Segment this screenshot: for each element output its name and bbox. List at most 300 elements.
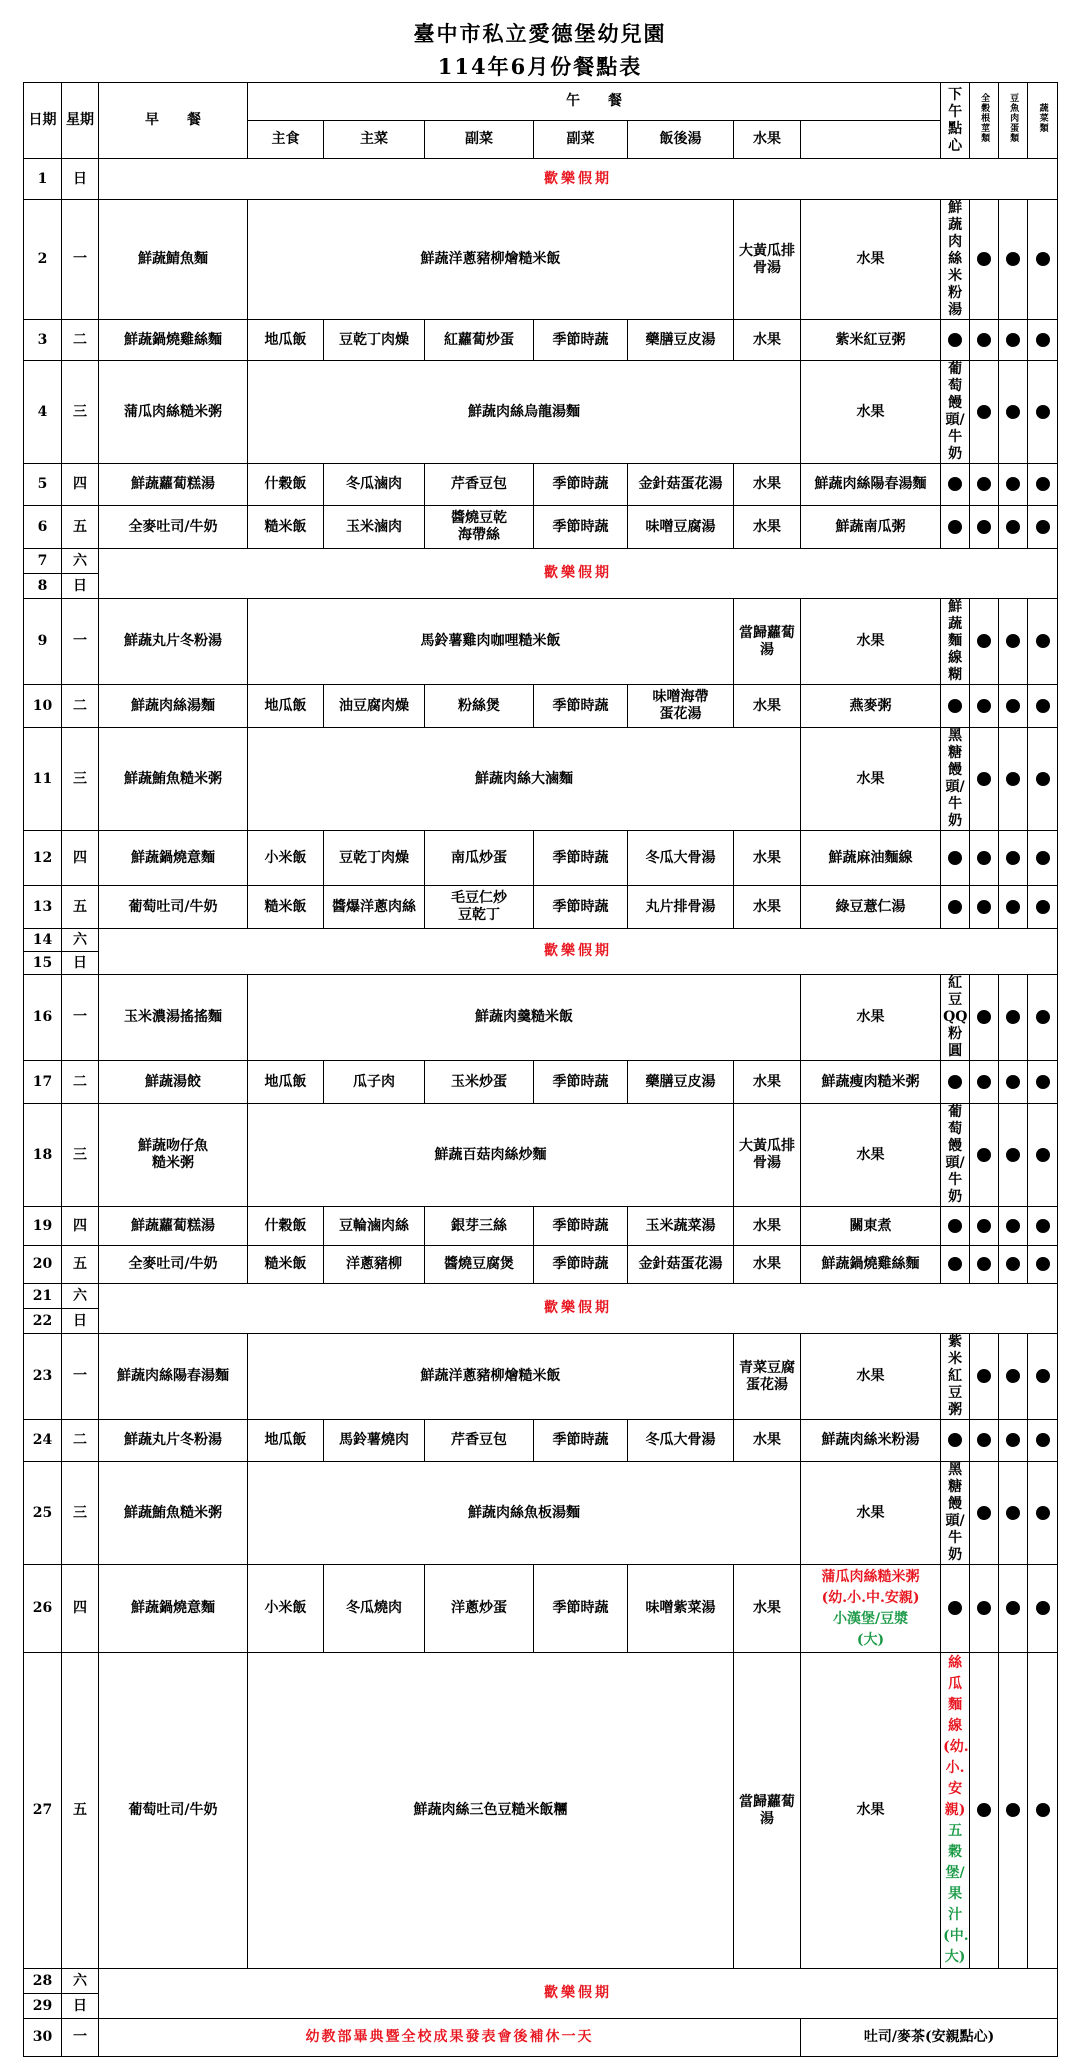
date-cell: 28	[24, 1969, 62, 1994]
food-group-dot	[1028, 1653, 1058, 1969]
food-group-dot	[999, 1653, 1028, 1969]
fruit-cell: 水果	[734, 1565, 801, 1653]
breakfast-cell: 蒲瓜肉絲糙米粥	[99, 361, 248, 464]
weekday-cell: 三	[62, 728, 99, 831]
snack-cell: 鮮蔬瘦肉糙米粥	[801, 1061, 941, 1104]
holiday-banner: 歡樂假期	[99, 1284, 1058, 1334]
food-group-dot	[970, 320, 999, 361]
food-group-dot	[1028, 320, 1058, 361]
snack-cell: 鮮蔬肉絲米粉湯	[941, 200, 970, 320]
lunch-combined-cell: 鮮蔬百菇肉絲炒麵	[248, 1104, 734, 1207]
date-cell: 24	[24, 1420, 62, 1462]
weekday-cell: 三	[62, 361, 99, 464]
food-group-dot	[970, 728, 999, 831]
food-group-dot	[999, 886, 1028, 929]
breakfast-cell: 鮮蔬丸片冬粉湯	[99, 599, 248, 685]
date-cell: 4	[24, 361, 62, 464]
fruit-cell: 水果	[734, 506, 801, 549]
header-breakfast: 早 餐	[99, 83, 248, 159]
header-weekday: 星期	[62, 83, 99, 159]
food-group-dot	[970, 599, 999, 685]
main-dish-cell: 冬瓜燒肉	[324, 1565, 425, 1653]
side-dish-cell: 毛豆仁炒 豆乾丁	[425, 886, 534, 929]
weekday-cell: 四	[62, 464, 99, 506]
food-group-dot	[1028, 1565, 1058, 1653]
snack-cell: 絲瓜麵線 (幼.小.安親) 五穀堡/果汁 (中.大)	[941, 1653, 970, 1969]
food-group-dot	[999, 599, 1028, 685]
header-snack: 下午點心	[941, 83, 970, 159]
table-row	[24, 159, 1058, 200]
snack-cell: 紫米紅豆粥	[801, 320, 941, 361]
food-group-dot	[970, 886, 999, 929]
food-group-dot	[970, 1246, 999, 1284]
date-cell: 30	[24, 2019, 62, 2057]
weekday-cell: 一	[62, 599, 99, 685]
snack-cell: 紅豆QQ粉圓	[941, 975, 970, 1061]
soup-cell: 味噌海帶 蛋花湯	[628, 685, 734, 728]
date-cell: 11	[24, 728, 62, 831]
snack-cell: 吐司/麥茶(安親點心)	[801, 2019, 1058, 2057]
fruit-cell: 水果	[801, 1462, 941, 1565]
food-group-dot	[999, 1334, 1028, 1420]
fruit-cell: 水果	[801, 1653, 941, 1969]
page-title: 臺中市私立愛德堡幼兒園	[413, 21, 667, 46]
header-side1: 副菜	[425, 121, 534, 159]
table-row	[24, 464, 1058, 506]
table-row	[24, 1653, 1058, 1969]
weekday-cell: 六	[62, 929, 99, 952]
fruit-cell: 水果	[734, 1207, 801, 1246]
main-dish-cell: 豆輪滷肉絲	[324, 1207, 425, 1246]
food-group-dot	[970, 506, 999, 549]
food-group-dot	[970, 685, 999, 728]
lunch-combined-cell: 鮮蔬洋蔥豬柳燴糙米飯	[248, 1334, 734, 1420]
side-dish-cell: 醬燒豆乾 海帶絲	[425, 506, 534, 549]
food-group-dot	[970, 975, 999, 1061]
fruit-cell: 水果	[734, 1246, 801, 1284]
main-dish-cell: 馬鈴薯燒肉	[324, 1420, 425, 1462]
soup-cell: 冬瓜大骨湯	[628, 1420, 734, 1462]
snack-cell: 鮮蔬肉絲陽春湯麵	[801, 464, 941, 506]
food-group-dot	[999, 1104, 1028, 1207]
food-group-dot	[999, 1207, 1028, 1246]
food-group-dot	[941, 506, 970, 549]
holiday-banner: 歡樂假期	[99, 549, 1058, 599]
food-group-dot	[1028, 886, 1058, 929]
side-dish-cell: 季節時蔬	[534, 464, 628, 506]
holiday-banner: 歡樂假期	[99, 159, 1058, 200]
table-row	[24, 549, 1058, 574]
fruit-cell: 水果	[734, 831, 801, 886]
table-row	[24, 1420, 1058, 1462]
weekday-cell: 日	[62, 1994, 99, 2019]
table-row	[24, 599, 1058, 685]
side-dish-cell: 南瓜炒蛋	[425, 831, 534, 886]
food-group-dot	[1028, 831, 1058, 886]
lunch-combined-cell: 馬鈴薯雞肉咖哩糙米飯	[248, 599, 734, 685]
food-group-dot	[941, 464, 970, 506]
breakfast-cell: 鮮蔬丸片冬粉湯	[99, 1420, 248, 1462]
food-group-dot	[941, 685, 970, 728]
date-cell: 2	[24, 200, 62, 320]
food-group-dot	[999, 1246, 1028, 1284]
soup-cell: 味噌豆腐湯	[628, 506, 734, 549]
fruit-cell: 水果	[734, 1061, 801, 1104]
weekday-cell: 二	[62, 1061, 99, 1104]
food-group-dot	[970, 361, 999, 464]
weekday-cell: 六	[62, 1969, 99, 1994]
food-group-dot	[1028, 599, 1058, 685]
main-dish-cell: 洋蔥豬柳	[324, 1246, 425, 1284]
food-group-dot	[970, 831, 999, 886]
food-group-dot	[970, 1334, 999, 1420]
side-dish-cell: 紅蘿蔔炒蛋	[425, 320, 534, 361]
staple-cell: 地瓜飯	[248, 1420, 324, 1462]
food-group-dot	[941, 886, 970, 929]
food-group-dot	[1028, 1104, 1058, 1207]
date-cell: 25	[24, 1462, 62, 1565]
weekday-cell: 五	[62, 506, 99, 549]
date-cell: 20	[24, 1246, 62, 1284]
date-cell: 1	[24, 159, 62, 200]
main-dish-cell: 醬爆洋蔥肉絲	[324, 886, 425, 929]
food-group-dot	[970, 1420, 999, 1462]
table-row	[24, 1284, 1058, 1309]
date-cell: 5	[24, 464, 62, 506]
fruit-cell: 水果	[801, 599, 941, 685]
table-row	[24, 506, 1058, 549]
food-group-dot	[970, 200, 999, 320]
main-dish-cell: 豆乾丁肉燥	[324, 831, 425, 886]
date-cell: 22	[24, 1309, 62, 1334]
breakfast-cell: 鮮蔬吻仔魚 糙米粥	[99, 1104, 248, 1207]
fruit-cell: 水果	[734, 320, 801, 361]
snack-cell: 鮮蔬鍋燒雞絲麵	[801, 1246, 941, 1284]
food-group-dot	[999, 320, 1028, 361]
food-group-dot	[1028, 464, 1058, 506]
breakfast-cell: 鮮蔬肉絲陽春湯麵	[99, 1334, 248, 1420]
holiday-banner: 歡樂假期	[99, 1969, 1058, 2019]
weekday-cell: 日	[62, 159, 99, 200]
date-cell: 6	[24, 506, 62, 549]
food-group-dot	[999, 1061, 1028, 1104]
weekday-cell: 五	[62, 1246, 99, 1284]
food-group-dot	[941, 1207, 970, 1246]
side-dish-cell: 季節時蔬	[534, 506, 628, 549]
main-dish-cell: 瓜子肉	[324, 1061, 425, 1104]
side-dish-cell: 季節時蔬	[534, 1061, 628, 1104]
staple-cell: 小米飯	[248, 831, 324, 886]
fruit-cell: 水果	[801, 1104, 941, 1207]
breakfast-cell: 鮮蔬鍋燒雞絲麵	[99, 320, 248, 361]
weekday-cell: 日	[62, 1309, 99, 1334]
header-side2: 副菜	[534, 121, 628, 159]
food-group-dot	[999, 975, 1028, 1061]
side-dish-cell: 季節時蔬	[534, 320, 628, 361]
lunch-combined-cell: 鮮蔬肉絲大滷麵	[248, 728, 801, 831]
header-cat-vegetables: 蔬菜類	[1028, 83, 1058, 159]
table-row	[24, 831, 1058, 886]
snack-cell: 關東煮	[801, 1207, 941, 1246]
date-cell: 9	[24, 599, 62, 685]
side-dish-cell: 季節時蔬	[534, 1246, 628, 1284]
soup-cell: 當歸蘿蔔湯	[734, 1653, 801, 1969]
table-row	[24, 361, 1058, 464]
table-row	[24, 1462, 1058, 1565]
table-row	[24, 2019, 1058, 2057]
food-group-dot	[999, 506, 1028, 549]
food-group-dot	[941, 1420, 970, 1462]
food-group-dot	[970, 1104, 999, 1207]
soup-cell: 青菜豆腐 蛋花湯	[734, 1334, 801, 1420]
side-dish-cell: 銀芽三絲	[425, 1207, 534, 1246]
food-group-dot	[1028, 1420, 1058, 1462]
breakfast-cell: 鮮蔬肉絲湯麵	[99, 685, 248, 728]
fruit-cell: 水果	[734, 464, 801, 506]
weekday-cell: 四	[62, 1565, 99, 1653]
weekday-cell: 四	[62, 1207, 99, 1246]
food-group-dot	[1028, 506, 1058, 549]
date-cell: 8	[24, 574, 62, 599]
soup-cell: 大黃瓜排骨湯	[734, 200, 801, 320]
soup-cell: 大黃瓜排骨湯	[734, 1104, 801, 1207]
breakfast-cell: 鮮蔬湯餃	[99, 1061, 248, 1104]
soup-cell: 藥膳豆皮湯	[628, 1061, 734, 1104]
breakfast-cell: 鮮蔬蘿蔔糕湯	[99, 464, 248, 506]
side-dish-cell: 季節時蔬	[534, 1207, 628, 1246]
header-date: 日期	[24, 83, 62, 159]
fruit-cell: 水果	[801, 200, 941, 320]
weekday-cell: 二	[62, 1420, 99, 1462]
food-group-dot	[1028, 728, 1058, 831]
date-cell: 10	[24, 685, 62, 728]
food-group-dot	[970, 1207, 999, 1246]
side-dish-cell: 洋蔥炒蛋	[425, 1565, 534, 1653]
staple-cell: 什穀飯	[248, 1207, 324, 1246]
staple-cell: 地瓜飯	[248, 320, 324, 361]
lunch-combined-cell: 鮮蔬洋蔥豬柳燴糙米飯	[248, 200, 734, 320]
date-cell: 21	[24, 1284, 62, 1309]
fruit-cell: 水果	[801, 1334, 941, 1420]
table-row	[24, 929, 1058, 952]
food-group-dot	[999, 728, 1028, 831]
main-dish-cell: 玉米滷肉	[324, 506, 425, 549]
weekday-cell: 日	[62, 952, 99, 975]
header-staple: 主食	[248, 121, 324, 159]
table-row	[24, 886, 1058, 929]
date-cell: 26	[24, 1565, 62, 1653]
side-dish-cell: 季節時蔬	[534, 1565, 628, 1653]
date-cell: 7	[24, 549, 62, 574]
fruit-cell: 水果	[801, 361, 941, 464]
staple-cell: 地瓜飯	[248, 1061, 324, 1104]
food-group-dot	[1028, 1246, 1058, 1284]
page-subtitle: 114年6月份餐點表	[437, 54, 643, 79]
food-group-dot	[941, 1565, 970, 1653]
soup-cell: 味噌紫菜湯	[628, 1565, 734, 1653]
weekday-cell: 三	[62, 1104, 99, 1207]
meal-table	[23, 82, 1058, 2057]
food-group-dot	[941, 1061, 970, 1104]
header-cat-protein: 豆魚肉蛋類	[999, 83, 1028, 159]
weekday-cell: 日	[62, 574, 99, 599]
date-cell: 23	[24, 1334, 62, 1420]
soup-cell: 當歸蘿蔔湯	[734, 599, 801, 685]
table-row	[24, 1565, 1058, 1653]
snack-cell: 綠豆薏仁湯	[801, 886, 941, 929]
fruit-cell: 水果	[734, 685, 801, 728]
header-soup: 飯後湯	[628, 121, 734, 159]
staple-cell: 糙米飯	[248, 886, 324, 929]
header-lunch: 午 餐	[248, 83, 941, 121]
food-group-dot	[1028, 1462, 1058, 1565]
food-group-dot	[941, 320, 970, 361]
food-group-dot	[999, 464, 1028, 506]
snack-cell: 黑糖饅頭/牛奶	[941, 1462, 970, 1565]
date-cell: 12	[24, 831, 62, 886]
food-group-dot	[970, 1061, 999, 1104]
side-dish-cell: 玉米炒蛋	[425, 1061, 534, 1104]
staple-cell: 糙米飯	[248, 1246, 324, 1284]
breakfast-cell: 全麥吐司/牛奶	[99, 1246, 248, 1284]
staple-cell: 什穀飯	[248, 464, 324, 506]
weekday-cell: 六	[62, 1284, 99, 1309]
food-group-dot	[1028, 975, 1058, 1061]
breakfast-cell: 葡萄吐司/牛奶	[99, 886, 248, 929]
weekday-cell: 一	[62, 1334, 99, 1420]
fruit-cell: 水果	[734, 886, 801, 929]
food-group-dot	[1028, 200, 1058, 320]
header-fruit: 水果	[734, 121, 801, 159]
soup-cell: 玉米蔬菜湯	[628, 1207, 734, 1246]
breakfast-cell: 全麥吐司/牛奶	[99, 506, 248, 549]
snack-cell: 鮮蔬肉絲米粉湯	[801, 1420, 941, 1462]
snack-cell: 葡萄饅頭/牛奶	[941, 1104, 970, 1207]
side-dish-cell: 芹香豆包	[425, 464, 534, 506]
side-dish-cell: 季節時蔬	[534, 685, 628, 728]
weekday-cell: 四	[62, 831, 99, 886]
main-dish-cell: 油豆腐肉燥	[324, 685, 425, 728]
soup-cell: 丸片排骨湯	[628, 886, 734, 929]
breakfast-cell: 鮮蔬蘿蔔糕湯	[99, 1207, 248, 1246]
date-cell: 13	[24, 886, 62, 929]
weekday-cell: 五	[62, 1653, 99, 1969]
breakfast-cell: 鮮蔬鍋燒意麵	[99, 1565, 248, 1653]
weekday-cell: 三	[62, 1462, 99, 1565]
staple-cell: 小米飯	[248, 1565, 324, 1653]
snack-cell: 紫米紅豆粥	[941, 1334, 970, 1420]
breakfast-cell: 葡萄吐司/牛奶	[99, 1653, 248, 1969]
soup-cell: 藥膳豆皮湯	[628, 320, 734, 361]
snack-cell: 黑糖饅頭/牛奶	[941, 728, 970, 831]
lunch-combined-cell: 鮮蔬肉絲烏龍湯麵	[248, 361, 801, 464]
food-group-dot	[1028, 1334, 1058, 1420]
date-cell: 16	[24, 975, 62, 1061]
table-row	[24, 1207, 1058, 1246]
staple-cell: 糙米飯	[248, 506, 324, 549]
snack-cell: 蒲瓜肉絲糙米粥 (幼.小.中.安親) 小漢堡/豆漿 (大)	[801, 1565, 941, 1653]
fruit-cell: 水果	[801, 975, 941, 1061]
food-group-dot	[1028, 685, 1058, 728]
food-group-dot	[1028, 361, 1058, 464]
breakfast-cell: 鮮蔬鯖魚麵	[99, 200, 248, 320]
side-dish-cell: 粉絲煲	[425, 685, 534, 728]
date-cell: 14	[24, 929, 62, 952]
table-row	[24, 975, 1058, 1061]
date-cell: 29	[24, 1994, 62, 2019]
lunch-combined-cell: 鮮蔬肉絲三色豆糙米飯糰	[248, 1653, 734, 1969]
food-group-dot	[970, 1565, 999, 1653]
food-group-dot	[970, 1462, 999, 1565]
soup-cell: 金針菇蛋花湯	[628, 1246, 734, 1284]
food-group-dot	[999, 1462, 1028, 1565]
table-row	[24, 1246, 1058, 1284]
side-dish-cell: 芹香豆包	[425, 1420, 534, 1462]
breakfast-cell: 玉米濃湯搖搖麵	[99, 975, 248, 1061]
weekday-cell: 一	[62, 2019, 99, 2057]
date-cell: 27	[24, 1653, 62, 1969]
side-dish-cell: 季節時蔬	[534, 886, 628, 929]
weekday-cell: 六	[62, 549, 99, 574]
weekday-cell: 二	[62, 320, 99, 361]
staple-cell: 地瓜飯	[248, 685, 324, 728]
lunch-combined-cell: 鮮蔬肉絲魚板湯麵	[248, 1462, 801, 1565]
food-group-dot	[999, 1565, 1028, 1653]
food-group-dot	[999, 1420, 1028, 1462]
table-row	[24, 200, 1058, 320]
lunch-combined-cell: 鮮蔬肉羹糙米飯	[248, 975, 801, 1061]
snack-cell: 葡萄饅頭/牛奶	[941, 361, 970, 464]
date-cell: 17	[24, 1061, 62, 1104]
table-row	[24, 1104, 1058, 1207]
date-cell: 3	[24, 320, 62, 361]
date-cell: 15	[24, 952, 62, 975]
breakfast-cell: 鮮蔬鮪魚糙米粥	[99, 1462, 248, 1565]
food-group-dot	[999, 361, 1028, 464]
table-row	[24, 1334, 1058, 1420]
make-up-holiday-notice: 幼教部畢典暨全校成果發表會後補休一天	[99, 2019, 801, 2057]
soup-cell: 金針菇蛋花湯	[628, 464, 734, 506]
table-row	[24, 320, 1058, 361]
breakfast-cell: 鮮蔬鍋燒意麵	[99, 831, 248, 886]
food-group-dot	[999, 200, 1028, 320]
fruit-cell: 水果	[734, 1420, 801, 1462]
date-cell: 18	[24, 1104, 62, 1207]
snack-cell: 鮮蔬麻油麵線	[801, 831, 941, 886]
food-group-dot	[999, 831, 1028, 886]
table-row	[24, 1061, 1058, 1104]
weekday-cell: 二	[62, 685, 99, 728]
header-main: 主菜	[324, 121, 425, 159]
holiday-banner: 歡樂假期	[99, 929, 1058, 975]
food-group-dot	[970, 464, 999, 506]
breakfast-cell: 鮮蔬鮪魚糙米粥	[99, 728, 248, 831]
side-dish-cell: 季節時蔬	[534, 1420, 628, 1462]
main-dish-cell: 冬瓜滷肉	[324, 464, 425, 506]
fruit-cell: 水果	[801, 728, 941, 831]
weekday-cell: 一	[62, 200, 99, 320]
main-dish-cell: 豆乾丁肉燥	[324, 320, 425, 361]
food-group-dot	[941, 831, 970, 886]
food-group-dot	[1028, 1207, 1058, 1246]
food-group-dot	[941, 1246, 970, 1284]
table-row	[24, 728, 1058, 831]
date-cell: 19	[24, 1207, 62, 1246]
snack-cell: 鮮蔬麵線糊	[941, 599, 970, 685]
soup-cell: 冬瓜大骨湯	[628, 831, 734, 886]
food-group-dot	[999, 685, 1028, 728]
side-dish-cell: 醬燒豆腐煲	[425, 1246, 534, 1284]
